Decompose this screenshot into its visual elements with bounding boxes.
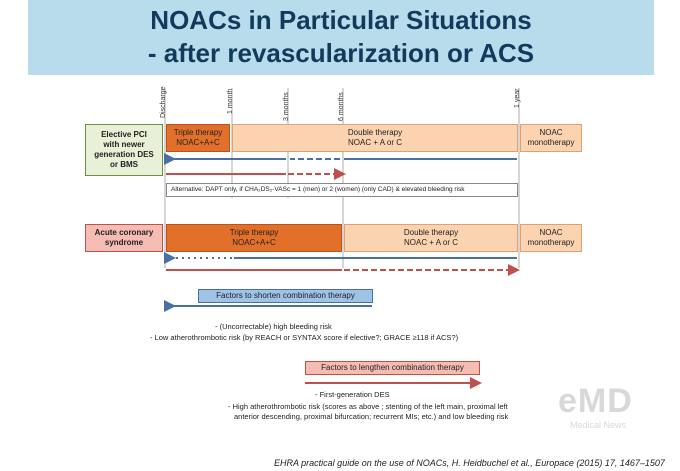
elective-double-therapy: Double therapy NOAC + A or C	[232, 124, 518, 152]
lengthen-factors-box: Factors to lengthen combination therapy	[305, 361, 480, 375]
lengthen-bullet-1: - First-generation DES	[315, 390, 390, 399]
shorten-factors-box: Factors to shorten combination therapy	[198, 289, 373, 303]
elective-pci-label: Elective PCI with newer generation DES or BMS	[85, 124, 163, 176]
discharge-label: Discharge	[160, 86, 167, 118]
title-line-2: - after revascularization or ACS	[147, 38, 535, 68]
acs-label: Acute coronary syndrome	[85, 224, 163, 252]
acs-noac-monotherapy: NOAC monotherapy	[520, 224, 582, 252]
acs-double-therapy: Double therapy NOAC + A or C	[344, 224, 518, 252]
lengthen-bullet-3: anterior descending, proximal bifurcation; recurrent MIs; etc.) and low bleeding risk	[234, 412, 509, 421]
month3-label: 3 months	[283, 92, 290, 121]
shorten-bullet-1: - (Uncorrectable) high bleeding risk	[215, 322, 332, 331]
shorten-bullet-2: - Low atherothrombotic risk (by REACH or SYNTAX score if elective?; GRACE ≥118 if ACS?)	[150, 333, 459, 342]
lengthen-bullet-2: - High atherothrombotic risk (scores as above ; stenting of the left main, proximal left	[228, 402, 508, 411]
month1-label: 1 month	[227, 88, 234, 114]
elective-noac-monotherapy: NOAC monotherapy	[520, 124, 582, 152]
alternative-dapt-note: Alternative: DAPT only, if CHA₂DS₂-VASc = 1 (men) or 2 (women) (only CAD) & elevated bleeding risk	[166, 183, 518, 197]
emd-sub: Medical News	[570, 420, 627, 430]
month6-label: 6 months	[338, 92, 345, 121]
acs-triple-therapy: Triple therapy NOAC+A+C	[166, 224, 342, 252]
year1-label: 1 year	[514, 88, 521, 108]
emd-logo: eMD	[558, 382, 633, 420]
title-line-1: NOACs in Particular Situations	[150, 5, 532, 35]
citation: EHRA practical guide on the use of NOACs, H. Heidbuchel et al., Europace (2015) 17, 1467–1507	[274, 458, 665, 468]
elective-triple-therapy: Triple therapy NOAC+A+C	[166, 124, 230, 152]
